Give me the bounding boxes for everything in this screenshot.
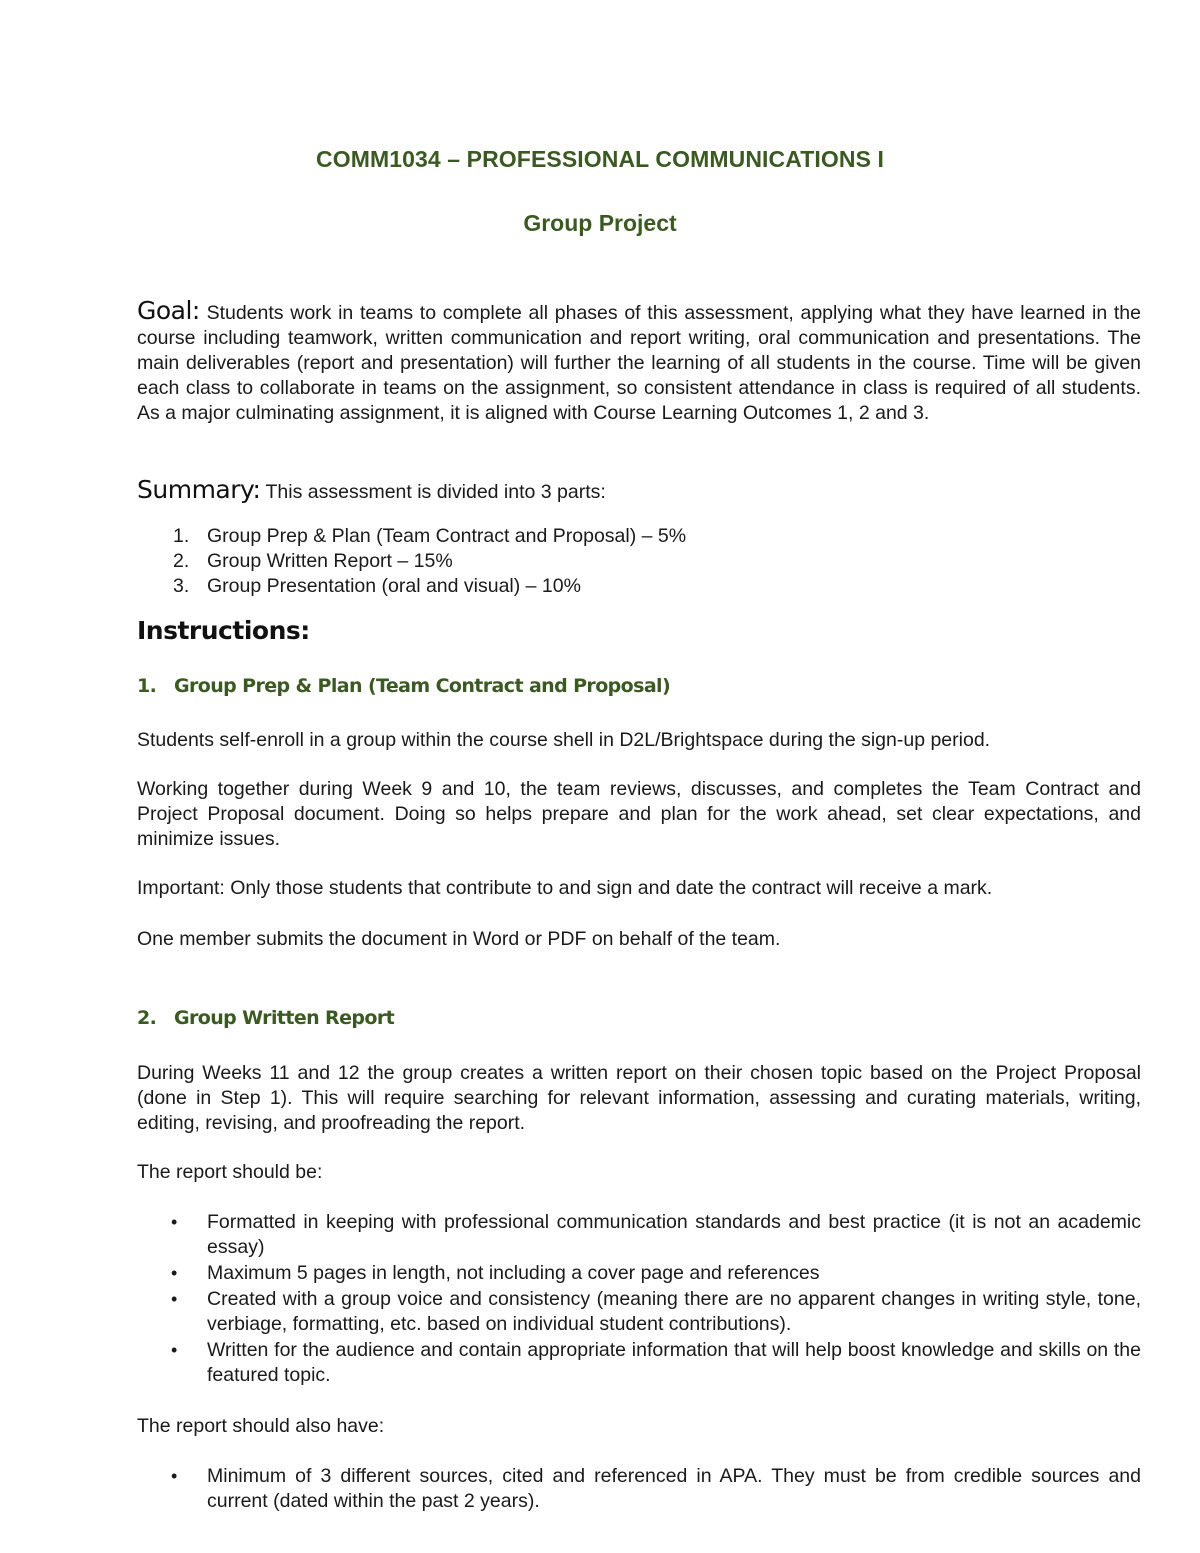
instructions-heading: Instructions:: [137, 616, 310, 645]
list-item: 2. Group Written Report – 15%: [173, 550, 453, 572]
list-item: 1. Group Prep & Plan (Team Contract and Proposal) – 5%: [173, 525, 687, 547]
section-2-paragraph: The report should also have:: [137, 1415, 385, 1437]
course-title: COMM1034 – PROFESSIONAL COMMUNICATIONS I: [316, 146, 884, 172]
section-1-paragraph: One member submits the document in Word or PDF on behalf of the team.: [137, 928, 781, 950]
section-2-heading: 2. Group Written Report: [137, 1007, 395, 1029]
goal-paragraph: [137, 298, 1141, 426]
section-1-title: Group Prep & Plan (Team Contract and Proposal): [174, 675, 671, 697]
list-item: • Created with a group voice and consistency (meaning there are no apparent changes in writing style, tone, verbiage, formatting, etc. based on individual student contributions).: [137, 1287, 1141, 1337]
section-2-title: Group Written Report: [174, 1007, 395, 1029]
instructions-heading-wrap: [137, 618, 1141, 643]
list-item: 3. Group Presentation (oral and visual) – 10%: [173, 575, 581, 597]
section-2-paragraph: The report should be:: [137, 1161, 323, 1183]
report-extra-list: [137, 1464, 1141, 1515]
section-1-paragraph: Working together during Week 9 and 10, the team reviews, discusses, and completes the Team Contract and Project Proposal document. Doing so helps prepare and plan for the work ahead, set clear expectations, and minimize issues.: [137, 778, 1141, 850]
report-requirements-list: [137, 1210, 1141, 1389]
goal-label: Goal:: [137, 296, 200, 325]
list-item: • Written for the audience and contain appropriate information that will help boost knowledge and skills on the featured topic.: [137, 1338, 1141, 1388]
summary-text: This assessment is divided into 3 parts:: [265, 481, 606, 503]
list-item: • Maximum 5 pages in length, not including a cover page and references: [137, 1261, 1141, 1286]
document-subtitle: Group Project: [523, 210, 677, 236]
list-item: • Formatted in keeping with professional communication standards and best practice (it is not an academic essay): [137, 1210, 1141, 1260]
summary-label: Summary:: [137, 475, 261, 504]
summary-paragraph: [137, 477, 1141, 505]
section-1-paragraph: Important: Only those students that contribute to and sign and date the contract will receive a mark.: [137, 877, 993, 899]
summary-list: [137, 524, 1141, 599]
section-1-paragraph: Students self-enroll in a group within the course shell in D2L/Brightspace during the sign-up period.: [137, 729, 991, 751]
list-item: • Minimum of 3 different sources, cited and referenced in APA. They must be from credible sources and current (dated within the past 2 years).: [137, 1464, 1141, 1514]
section-1-heading: 1. Group Prep & Plan (Team Contract and Proposal): [137, 675, 671, 697]
goal-text: Students work in teams to complete all phases of this assessment, applying what they have learned in the course including teamwork, written communication and report writing, oral communication and presentations. The main deliverables (report and presentation) will further the learning of all students in the course. Time will be given each class to collaborate in teams on the assignment, so consistent attendance in class is required of all students. As a major culminating assignment, it is aligned with Course Learning Outcomes 1, 2 and 3.: [137, 302, 1141, 424]
section-2-paragraph: During Weeks 11 and 12 the group creates a written report on their chosen topic based on the Project Proposal (done in Step 1). This will require searching for relevant information, assessing and curating materials, writing, editing, revising, and proofreading the report.: [137, 1062, 1141, 1134]
